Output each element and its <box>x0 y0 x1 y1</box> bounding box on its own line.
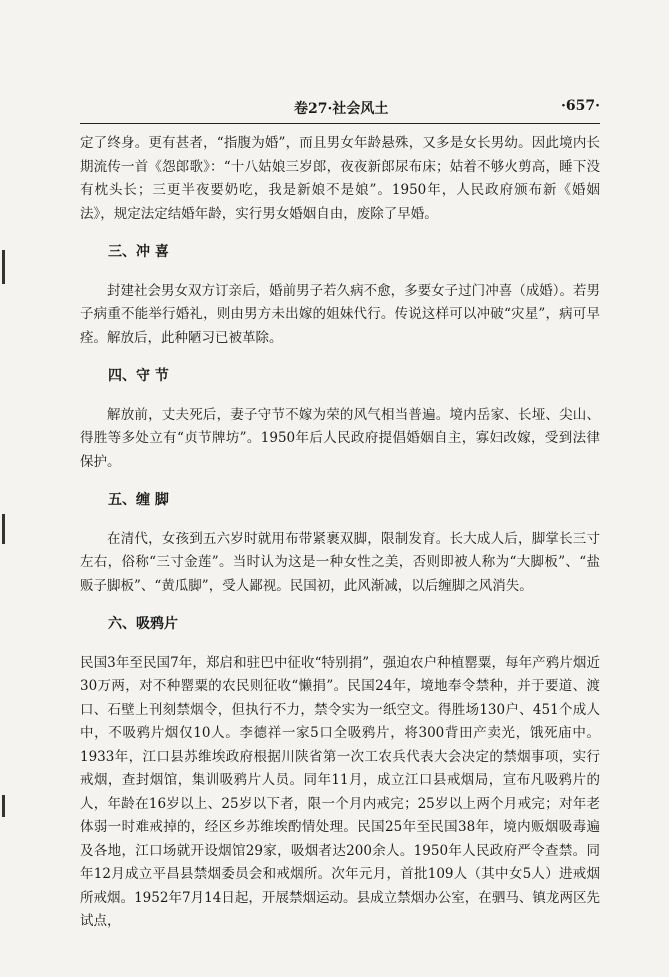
body-text <box>80 132 600 934</box>
paragraph: 定了终身。更有甚者，“指腹为婚”，而且男女年龄悬殊，又多是女长男幼。因此境内长期流传一首《怨郎歌》：“十八姑娘三岁郎，夜夜新郎尿布床；姑着不够火剪高，睡下没有枕头长；三更半夜要奶吃，我是新娘不是娘”。1950年，人民政府颁布新《婚姻法》，规定法定结婚年龄，实行男女婚姻自由，废除了早婚。 <box>80 135 600 222</box>
binding-mark <box>2 795 5 817</box>
section-heading: 三、冲 喜 <box>108 244 169 260</box>
header-rule <box>80 123 600 124</box>
binding-mark <box>2 250 5 284</box>
section-heading: 四、守 节 <box>108 368 169 384</box>
paragraph: 封建社会男女双方订亲后，婚前男子若久病不愈，多要女子过门冲喜（成婚）。若男子病重不能举行婚礼，则由男方未出嫁的姐妹代行。传说这样可以冲破“灾星”，病可早痊。解放后，此种陋习已被革除。 <box>80 282 600 346</box>
paragraph: 民国3年至民国7年，郑启和驻巴中征收“特别捐”，强迫农户种植罂粟，每年产鸦片烟近30万两，对不种罂粟的农民则征收“懒捐”。民国24年，境地奉令禁种，并于要道、渡口、石壁上刊刻禁烟令，但执行不力，禁令实为一纸空文。得胜场130户、451个成人中，不吸鸦片烟仅10人。李德祥一家5口全吸鸦片，将300背田产卖光，饿死庙中。1933年，江口县苏维埃政府根据川陕省第一次工农兵代表大会决定的禁烟事项，实行戒烟，查封烟馆，集训吸鸦片人员。同年11月，成立江口县戒烟局，宣布凡吸鸦片的人，年龄在16岁以上、25岁以下者，限一个月内戒完；25岁以上两个月戒完；对年老体弱一时难戒掉的，经区乡苏维埃酌情处理。民国25年至民国38年，境内贩烟吸毒遍及各地，江口场就开设烟馆29家，吸烟者达200余人。1950年人民政府严令查禁。同年12月成立平昌县禁烟委员会和戒烟所。次年元月，首批109人（其中女5人）进戒烟所戒烟。1952年7月14日起，开展禁烟运动。县成立禁烟办公室，在驷马、镇龙两区先试点， <box>80 654 600 929</box>
header-title: 卷27·社会风土 <box>294 101 389 117</box>
paragraph: 在清代，女孩到五六岁时就用布带紧裹双脚，限制发育。长大成人后，脚掌长三寸左右，俗称“三寸金莲”。当时认为这是一种女性之美，否则即被人称为“大脚板”、“盐贩子脚板”、“黄瓜脚”，受人鄙视。民国初，此风渐减，以后缠脚之风消失。 <box>80 530 600 594</box>
section-heading: 五、缠 脚 <box>108 492 169 508</box>
binding-mark <box>2 514 5 544</box>
page-number: ·657· <box>561 98 600 114</box>
section-heading: 六、吸鸦片 <box>108 616 178 632</box>
paragraph: 解放前，丈夫死后，妻子守节不嫁为荣的风气相当普遍。境内岳家、长垭、尖山、得胜等多处立有“贞节牌坊”。1950年后人民政府提倡婚姻自主，寡妇改嫁，受到法律保护。 <box>80 406 600 470</box>
